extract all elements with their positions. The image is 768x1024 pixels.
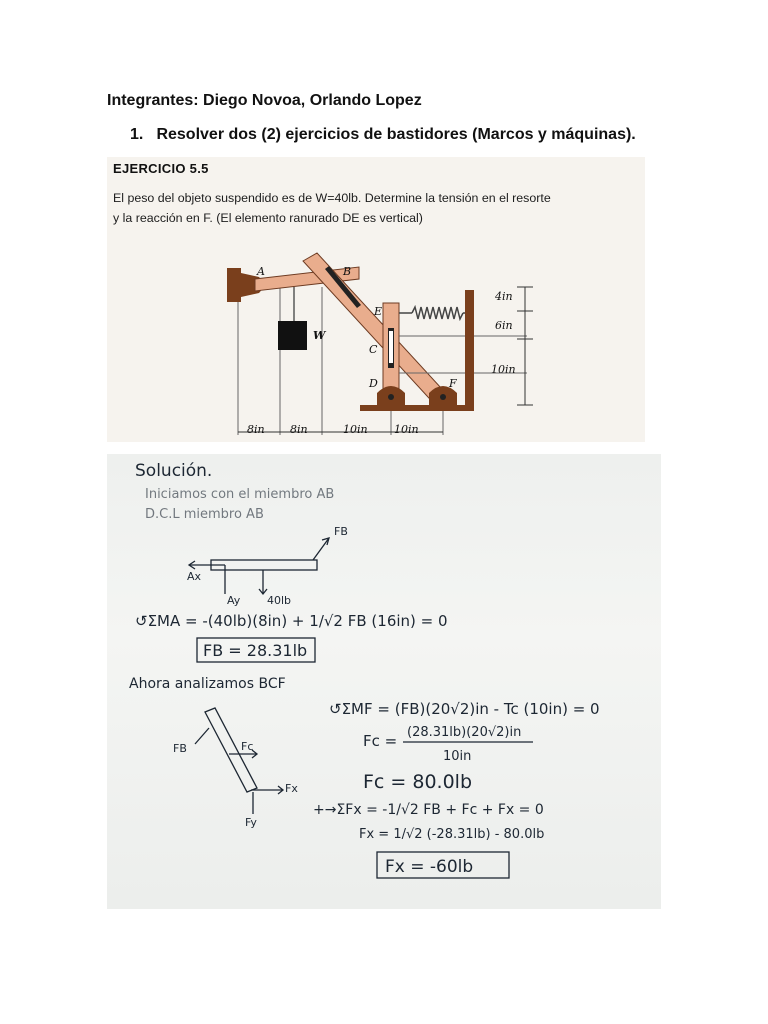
- dim-10in-1: 10in: [343, 423, 368, 436]
- fbd-ab-ax: Ax: [187, 570, 202, 583]
- solution-line-3: Ahora analizamos BCF: [129, 676, 286, 692]
- handwritten-solution: [107, 454, 661, 909]
- equation-fx: Fx = 1/√2 (-28.31lb) - 80.0lb: [359, 827, 545, 842]
- wall-support: [227, 268, 241, 302]
- dim-8in-2: 8in: [290, 423, 308, 436]
- dim-6in: 6in: [495, 319, 513, 332]
- label-a: A: [257, 265, 265, 278]
- dim-10in-right: 10in: [491, 363, 516, 376]
- fbd-ab: [189, 538, 329, 594]
- frame-diagram: [107, 157, 645, 442]
- solution-line-1: Iniciamos con el miembro AB: [145, 487, 335, 502]
- task-number: 1.: [130, 126, 144, 143]
- label-b: B: [343, 265, 352, 278]
- members-heading: Integrantes: Diego Novoa, Orlando Lopez: [107, 92, 422, 109]
- solution-title: Solución.: [135, 461, 213, 481]
- fb-result: FB = 28.31lb: [203, 641, 308, 660]
- weight-block: [278, 321, 307, 350]
- spring: [412, 307, 463, 319]
- fc-numerator: (28.31lb)(20√2)in: [407, 725, 522, 740]
- exercise-panel: [107, 157, 645, 442]
- label-f: F: [449, 377, 457, 390]
- fbd-bcf-fb: FB: [173, 742, 187, 755]
- fx-result: Fx = -60lb: [385, 857, 474, 877]
- equation-moment-f: ↺ΣMF = (FB)(20√2)in - Tc (10in) = 0: [329, 700, 600, 718]
- statement-line-2: y la reacción en F. (El elemento ranurado DE es vertical): [113, 211, 423, 225]
- task-item: [130, 126, 636, 144]
- label-d: D: [369, 377, 378, 390]
- label-w: W: [313, 329, 326, 342]
- exercise-title: EJERCICIO 5.5: [113, 161, 209, 176]
- fbd-bcf-fc: Fc: [241, 740, 254, 753]
- fc-lhs: Fc =: [363, 732, 398, 750]
- equation-moment-a: ↺ΣMA = -(40lb)(8in) + 1/√2 FB (16in) = 0: [135, 612, 448, 630]
- label-c: C: [369, 343, 378, 356]
- fbd-ab-ay: Ay: [227, 594, 241, 607]
- ground: [360, 405, 474, 411]
- fbd-bcf-fy: Fy: [245, 816, 257, 829]
- fbd-bcf-fx: Fx: [285, 782, 298, 795]
- dim-8in-1: 8in: [247, 423, 265, 436]
- fbd-bcf: [195, 708, 283, 814]
- fbd-ab-load: 40lb: [267, 594, 292, 607]
- solution-line-2: D.C.L miembro AB: [145, 507, 264, 522]
- fc-denominator: 10in: [443, 749, 472, 764]
- solution-sheet: [107, 454, 661, 909]
- right-wall: [465, 290, 474, 410]
- fbd-ab-fb: FB: [334, 525, 348, 538]
- dim-4in: 4in: [495, 290, 513, 303]
- dim-10in-2: 10in: [394, 423, 419, 436]
- fc-result: Fc = 80.0lb: [363, 771, 473, 793]
- task-text: Resolver dos (2) ejercicios de bastidores (Marcos y máquinas).: [156, 126, 636, 143]
- member-bf: [303, 253, 453, 409]
- equation-sum-fx: +→ΣFx = -1/√2 FB + Fc + Fx = 0: [313, 802, 544, 818]
- label-e: E: [374, 305, 383, 318]
- statement-line-1: El peso del objeto suspendido es de W=40lb. Determine la tensión en el resorte: [113, 191, 551, 205]
